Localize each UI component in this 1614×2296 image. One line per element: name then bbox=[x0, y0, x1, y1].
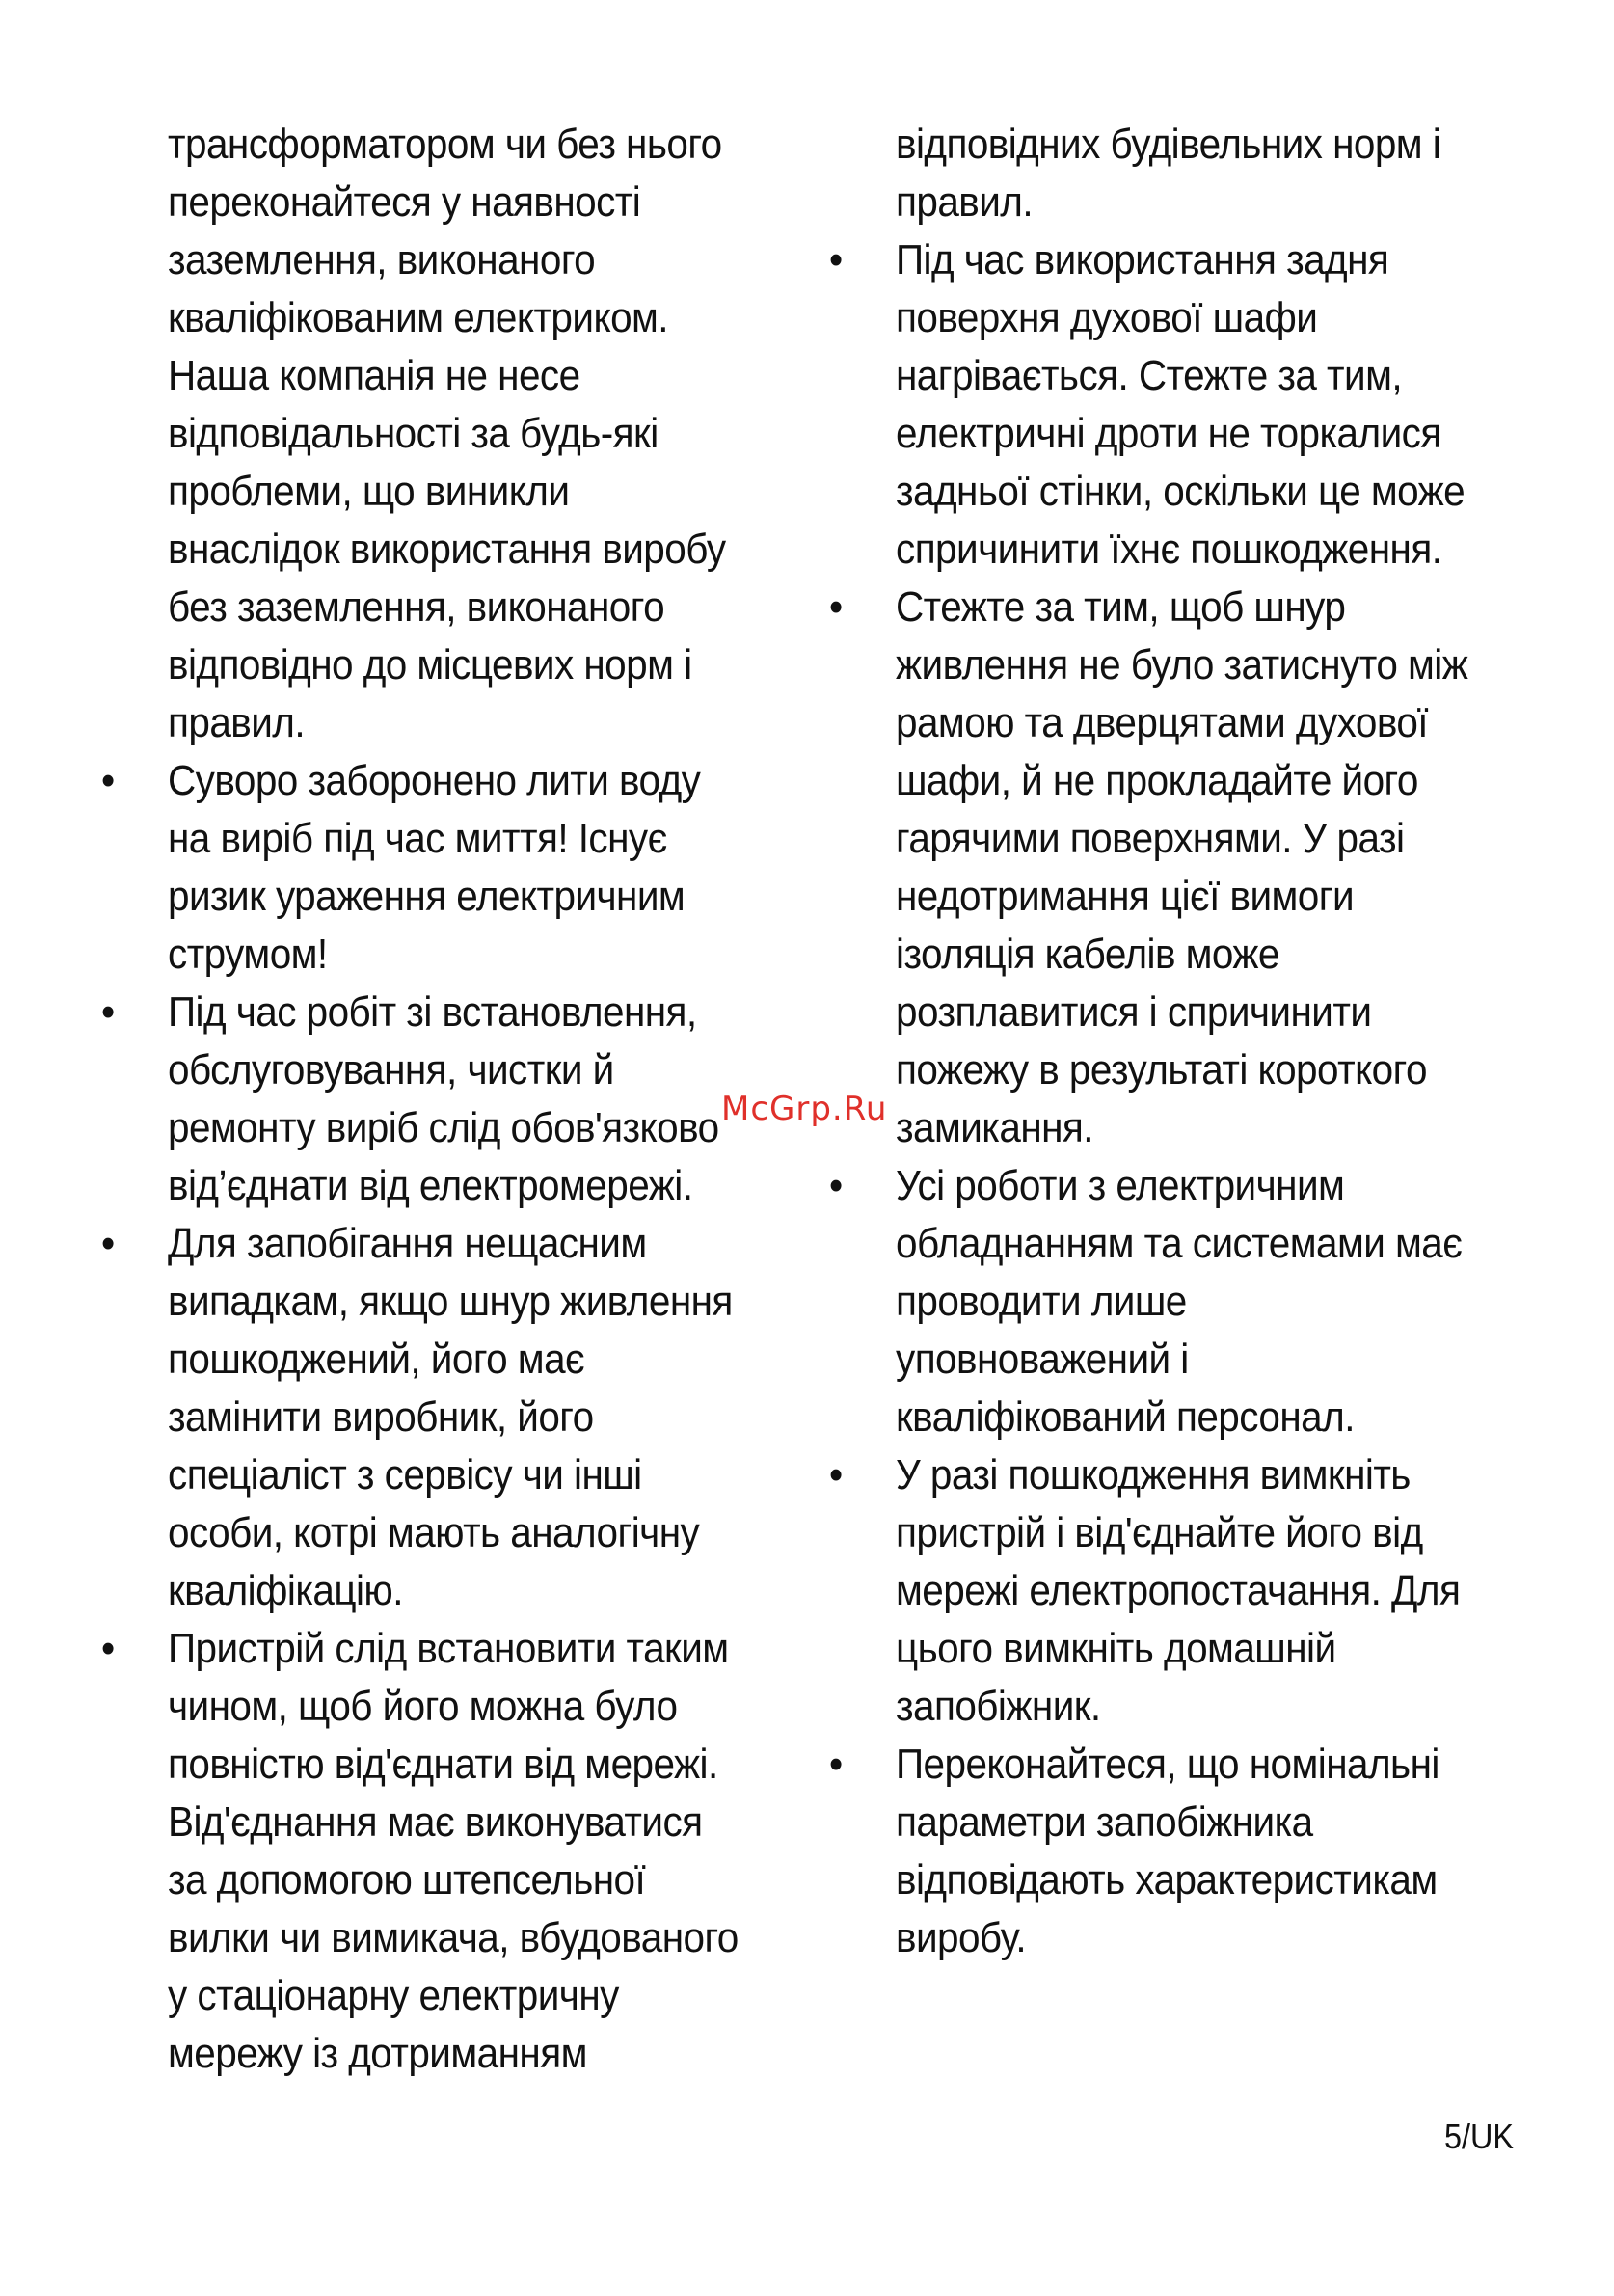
list-item-text: Для запобігання нещасним випадкам, якщо шнур живлення пошкоджений, його має замінити виробник, його спеціаліст з сервісу чи інші особи, котрі мають аналогічну кваліфікацію. bbox=[168, 1220, 733, 1614]
paragraph-continuation-right bbox=[829, 116, 1467, 231]
list-item bbox=[829, 1157, 1467, 1446]
list-item bbox=[101, 1620, 740, 2083]
bullet-icon: • bbox=[829, 1162, 843, 1209]
bullet-icon: • bbox=[101, 1625, 115, 1672]
list-item-text: У разі пошкодження вимкніть пристрій і від'єднайте його від мережі електропостачання. Для цього вимкніть домашній запобіжник. bbox=[896, 1451, 1461, 1730]
paragraph-continuation-left bbox=[101, 116, 740, 752]
right-column bbox=[829, 116, 1523, 1967]
bullet-icon: • bbox=[101, 1220, 115, 1267]
list-item-text: Усі роботи з електричним обладнанням та системами має проводити лише уповноважений і кваліфікований персонал. bbox=[896, 1162, 1463, 1441]
list-item-text: Пристрій слід встановити таким чином, щоб його можна було повністю від'єднати від мережі. Від'єднання має виконуватися за допомогою штепсельної вилки чи вимикача, вбудованого у стаціонарну електричну мережу із дотриманням bbox=[168, 1625, 739, 2077]
bullet-icon: • bbox=[829, 236, 843, 284]
list-item bbox=[829, 579, 1467, 1157]
bullet-icon: • bbox=[101, 988, 115, 1036]
list-item-text: Під час використання задня поверхня духової шафи нагрівається. Стежте за тим, електричні дроти не торкалися задньої стінки, оскільки це може спричинити їхнє пошкодження. bbox=[896, 236, 1466, 573]
paragraph-text: трансформатором чи без нього переконайтеся у наявності заземлення, виконаного кваліфікованим електриком. Наша компанія не несе відповідальності за будь-які проблеми, що виникли внаслідок використання виробу без заземлення, виконаного відповідно до місцевих норм і правил. bbox=[168, 121, 726, 746]
list-item bbox=[829, 1446, 1467, 1736]
bullet-icon: • bbox=[829, 583, 843, 631]
list-item bbox=[101, 1215, 740, 1620]
list-item-text: Під час робіт зі встановлення, обслуговування, чистки й ремонту виріб слід обов'язково від’єднати від електромережі. bbox=[168, 988, 719, 1209]
watermark: McGrp.Ru bbox=[721, 1090, 888, 1128]
list-item bbox=[101, 984, 740, 1215]
bullet-icon: • bbox=[829, 1741, 843, 1788]
list-item bbox=[829, 231, 1467, 579]
left-column bbox=[101, 116, 795, 2083]
bullet-icon: • bbox=[829, 1451, 843, 1499]
list-item-text: Стежте за тим, щоб шнур живлення не було затиснуто між рамою та дверцятами духової шафи, й не прокладайте його гарячими поверхнями. У разі недотримання цієї вимоги ізоляція кабелів може розплавитися і спричинити пожежу в результаті короткого замикання. bbox=[896, 583, 1468, 1151]
list-item-text: Переконайтеся, що номінальні параметри запобіжника відповідають характеристикам виробу. bbox=[896, 1741, 1439, 1961]
paragraph-text: відповідних будівельних норм і правил. bbox=[896, 121, 1441, 226]
list-item-text: Суворо заборонено лити воду на виріб під час миття! Існує ризик ураження електричним струмом! bbox=[168, 757, 701, 978]
list-item bbox=[101, 752, 740, 984]
list-item bbox=[829, 1736, 1467, 1967]
page-number: 5/UK bbox=[1443, 2117, 1514, 2156]
bullet-icon: • bbox=[101, 757, 115, 804]
